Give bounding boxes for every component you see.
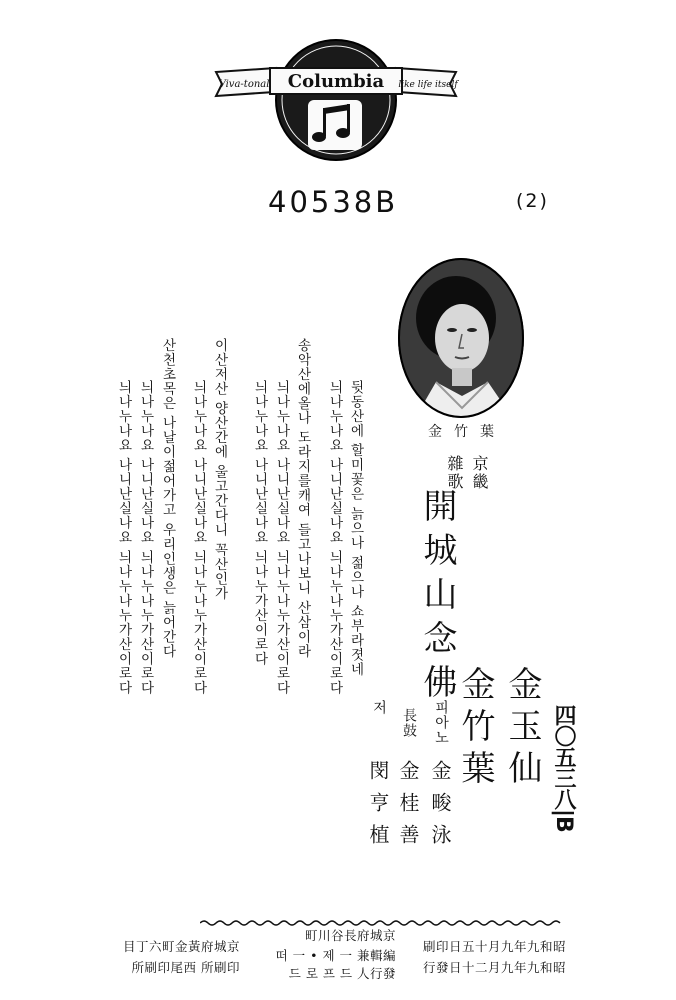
lyric-line: 늬나누나요 나니난실나요 늬나누나누가산이로다 xyxy=(137,380,154,696)
logo-brand: Columbia xyxy=(287,71,385,92)
double-eighth-note-icon xyxy=(308,100,362,150)
singer-name: 金竹葉 xyxy=(455,666,495,792)
logo-slogan-right: like life itself xyxy=(398,80,458,90)
credit-name: 金桂善 xyxy=(396,760,420,856)
lyric-line: 뒷동산에 할미꽃은 늙으나 젊으나 쇼부라졋네 xyxy=(347,380,364,677)
credit-role: 저 xyxy=(371,700,387,715)
singer-name: 金玉仙 xyxy=(502,666,542,792)
portrait-caption: 金竹葉 xyxy=(428,424,506,440)
genre-line-2: 雜歌 xyxy=(445,455,464,491)
lyric-line: 늬나누나요 나니난실나요 늬나누나누가산이로다 xyxy=(273,380,290,696)
lyric-line: 산천초목은 나날이젊어가고 우리인생은 늙어간다 xyxy=(159,338,176,659)
footer-printer-address: 京城府黃金町六丁目 xyxy=(122,939,240,954)
footer-address: 京城府長谷川町 xyxy=(304,928,396,943)
footer-editor: 編輯兼 一 제 • 一 떠 xyxy=(275,948,396,963)
lyric-line: 늬나누나요 나니난실나요 늬나누나누가산이로다 xyxy=(190,380,207,696)
lyric-line: 이산저산 양산간에 울고간다니 꼭산인가 xyxy=(211,338,228,601)
song-title: 開城山念佛 xyxy=(417,488,457,708)
singer-portrait xyxy=(396,256,526,420)
lyric-line: 늬나누나요 나니난실나요 늬나누나누가산이로다 xyxy=(326,380,343,696)
lyric-line: 송악산에올나 도라지를캐여 들고나보니 산삼이라 xyxy=(294,338,311,659)
columbia-logo xyxy=(212,38,460,162)
catalog-number: 40538B xyxy=(268,185,399,219)
credit-role: 피아노 xyxy=(433,700,449,745)
logo-slogan-left: Viva-tonal xyxy=(218,79,270,90)
vertical-catalog-number: 四〇五三八|B xyxy=(551,704,576,832)
lyric-line: 늬나누나요 나니난실나요 늬나누나누가산이로다 xyxy=(115,380,132,696)
credit-name: 閔亨植 xyxy=(366,760,390,856)
footer-print-date: 昭和九年九月十五日印刷 xyxy=(422,939,566,954)
footer-publish-date: 昭和九年九月二十日發行 xyxy=(422,960,566,975)
credit-role: 長鼓 xyxy=(401,708,417,738)
genre-line-1: 京畿 xyxy=(470,455,489,491)
credit-name: 金畯泳 xyxy=(428,760,452,856)
footer-publisher: 發行人 드 프 로 드 xyxy=(288,966,396,981)
side-number: (2) xyxy=(516,190,549,212)
footer-printer: 印刷所 西尾印刷所 xyxy=(131,960,240,975)
lyric-line: 늬나누나요 나니난실나요 늬나누가산이로다 xyxy=(251,380,268,667)
